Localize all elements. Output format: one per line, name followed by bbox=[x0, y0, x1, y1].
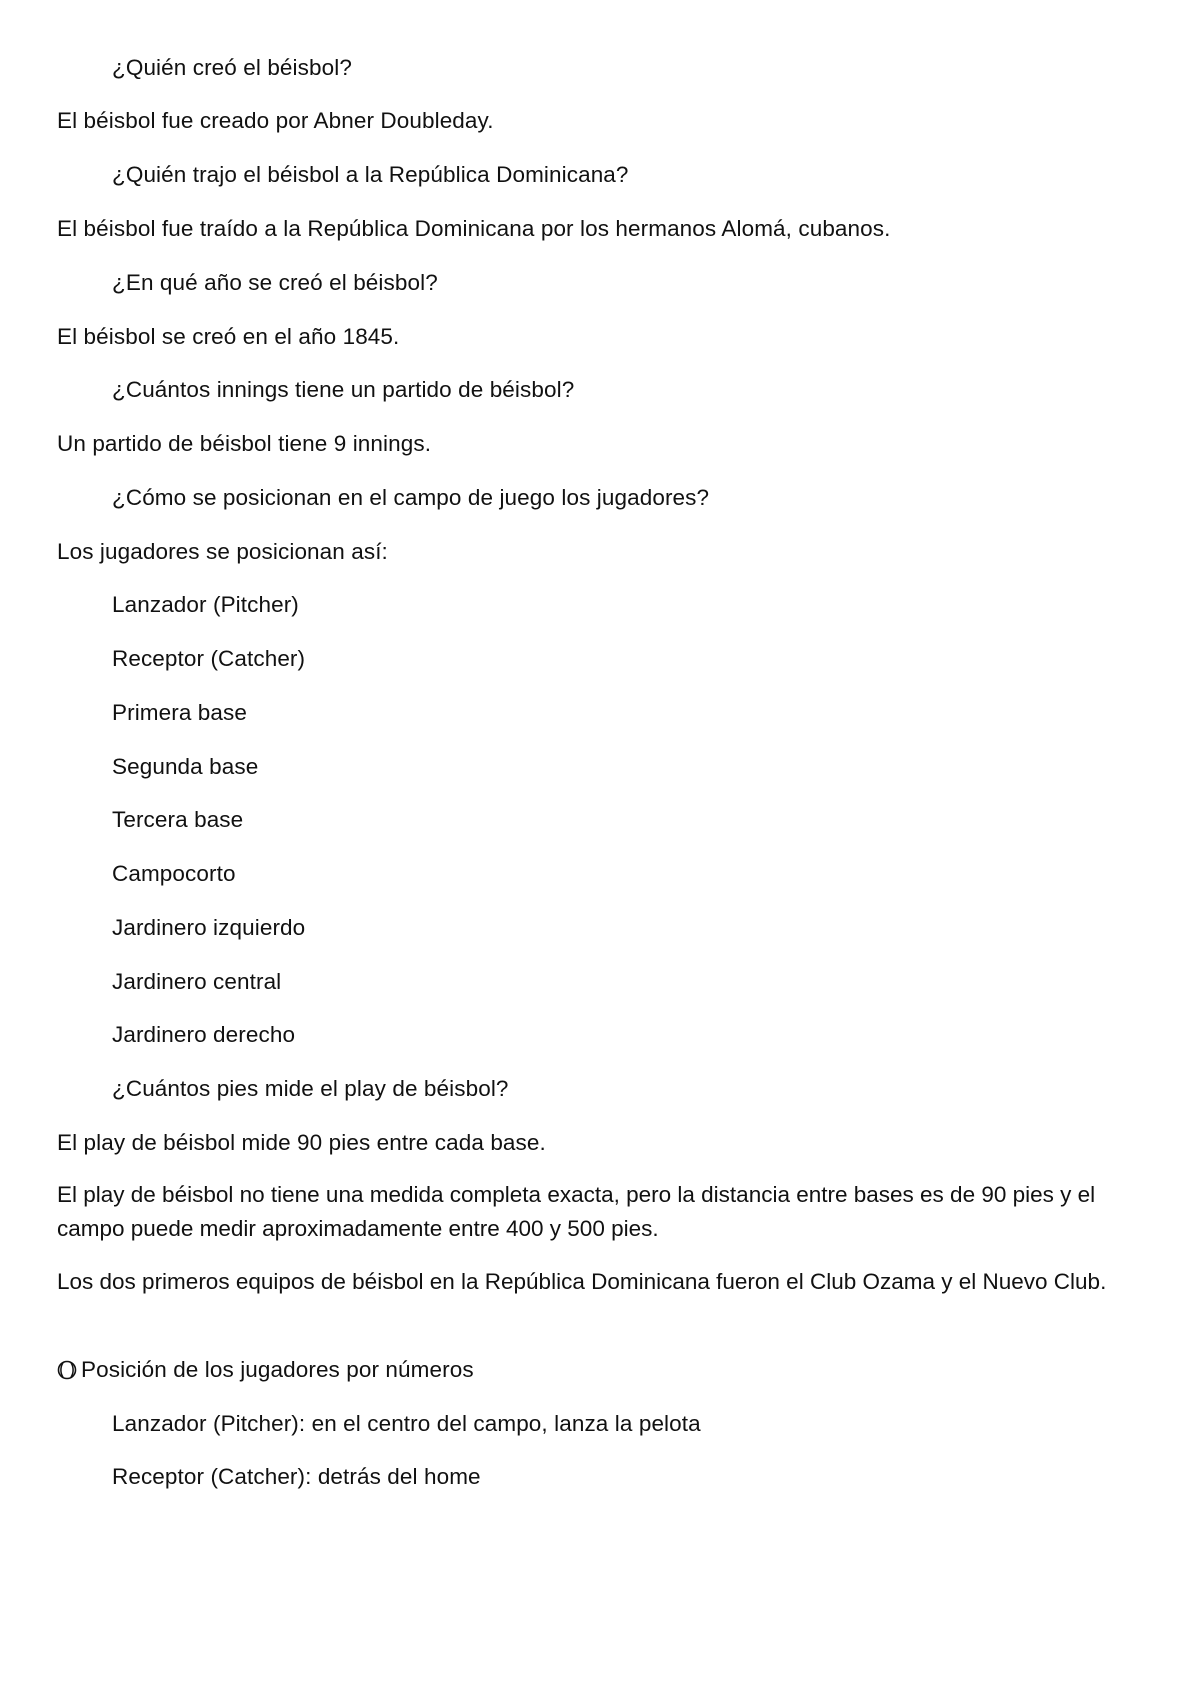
answer-who-brought: El béisbol fue traído a la República Dominicana por los hermanos Alomá, cubanos. bbox=[57, 216, 891, 241]
question-field-size: ¿Cuántos pies mide el play de béisbol? bbox=[112, 1076, 509, 1101]
list-item: Jardinero izquierdo bbox=[112, 915, 306, 940]
list-item: Receptor (Catcher): detrás del home bbox=[112, 1464, 481, 1489]
list-item: Receptor (Catcher) bbox=[112, 646, 306, 671]
list-item: Jardinero central bbox=[112, 969, 282, 994]
answer-who-created: El béisbol fue creado por Abner Doubleday. bbox=[57, 108, 494, 133]
answer-field-size: El play de béisbol mide 90 pies entre cada base. bbox=[57, 1130, 546, 1155]
list-item: Lanzador (Pitcher): en el centro del campo, lanza la pelota bbox=[112, 1411, 701, 1436]
answer-innings: Un partido de béisbol tiene 9 innings. bbox=[57, 431, 432, 456]
question-innings: ¿Cuántos innings tiene un partido de béisbol? bbox=[112, 377, 575, 402]
answer-year: El béisbol se creó en el año 1845. bbox=[57, 324, 400, 349]
question-year: ¿En qué año se creó el béisbol? bbox=[112, 270, 438, 295]
list-item: Campocorto bbox=[112, 861, 236, 886]
question-who-created: ¿Quién creó el béisbol? bbox=[112, 55, 352, 80]
list-item: Jardinero derecho bbox=[112, 1022, 296, 1047]
baseball-icon bbox=[57, 1360, 77, 1380]
list-item: Segunda base bbox=[112, 754, 259, 779]
answer-positions-intro: Los jugadores se posicionan así: bbox=[57, 539, 388, 564]
list-item: Tercera base bbox=[112, 807, 244, 832]
paragraph-field-measure: El play de béisbol no tiene una medida completa exacta, pero la distancia entre bases es de 90 pies y el campo puede medir aproximadamente entre 400 y 500 pies. bbox=[57, 1182, 1096, 1241]
list-item: Primera base bbox=[112, 700, 248, 725]
question-positions: ¿Cómo se posicionan en el campo de juego los jugadores? bbox=[112, 485, 710, 510]
section-heading-text: Posición de los jugadores por números bbox=[81, 1357, 474, 1382]
paragraph-first-teams: Los dos primeros equipos de béisbol en la República Dominicana fueron el Club Ozama y el Nuevo Club. bbox=[57, 1269, 1107, 1294]
section-heading bbox=[57, 1354, 474, 1387]
list-item: Lanzador (Pitcher) bbox=[112, 592, 299, 617]
question-who-brought: ¿Quién trajo el béisbol a la República Dominicana? bbox=[112, 162, 629, 187]
